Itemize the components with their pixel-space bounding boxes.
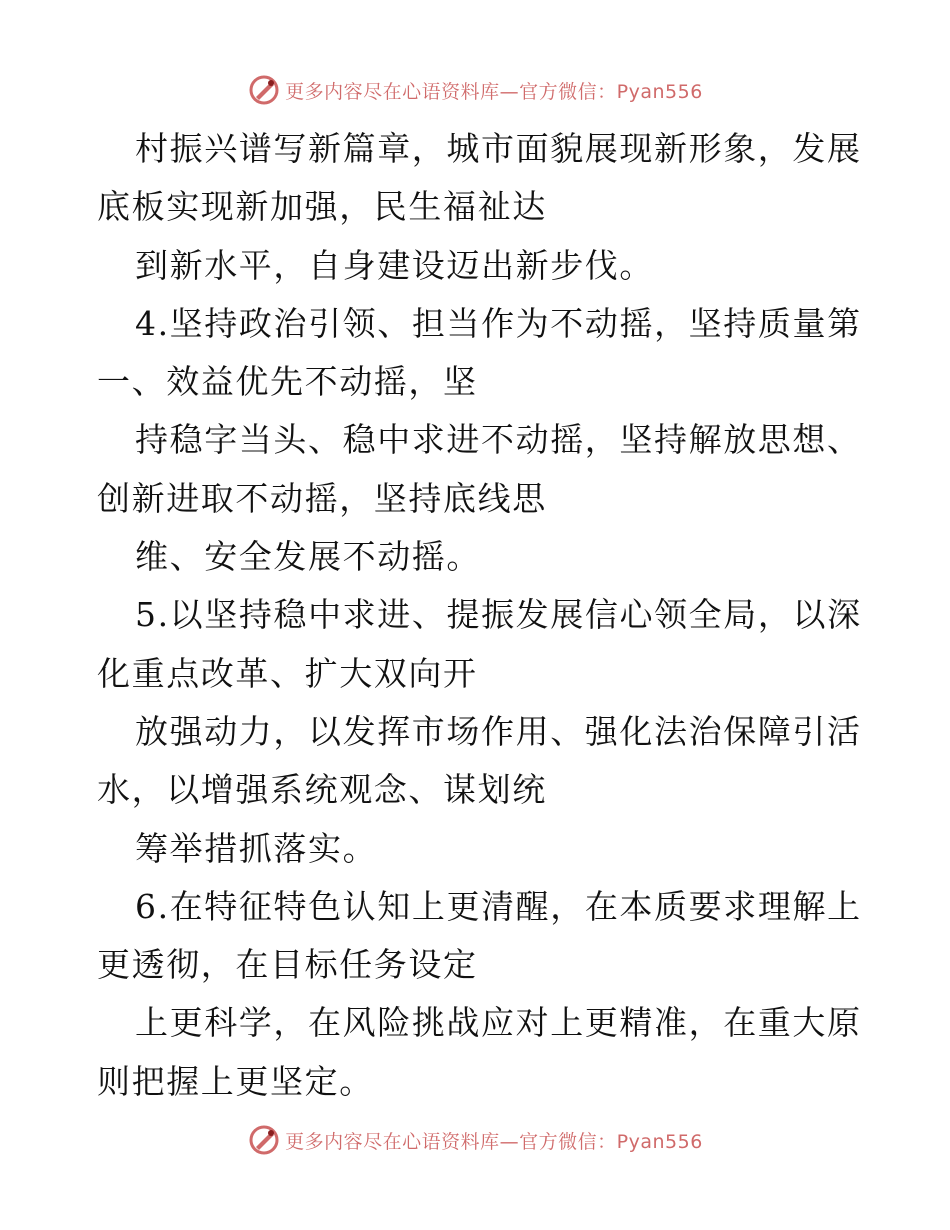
text-line: 则把握上更坚定。	[97, 1061, 374, 1101]
text-line: 放强动力，以发挥市场作用、强化法治保障引活	[135, 711, 862, 751]
header-watermark-banner	[0, 70, 950, 110]
quill-logo-icon	[247, 73, 281, 107]
text-line: 维、安全发展不动摇。	[135, 537, 481, 577]
quill-logo-icon	[247, 1123, 281, 1157]
text-line: 4.坚持政治引领、担当作为不动摇，坚持质量第	[135, 303, 862, 343]
text-line: 一、效益优先不动摇，坚	[97, 362, 478, 402]
text-line: 底板实现新加强，民生福祉达	[97, 187, 547, 227]
text-line: 水，以增强系统观念、谋划统	[97, 770, 547, 810]
text-line: 创新进取不动摇，坚持底线思	[97, 478, 547, 518]
text-line: 化重点改革、扩大双向开	[97, 653, 478, 693]
text-line: 上更科学，在风险挑战应对上更精准，在重大原	[135, 1003, 862, 1043]
footer-watermark-text: 更多内容尽在心语资料库—官方微信：Pyan556	[285, 1130, 703, 1153]
footer-watermark-banner	[0, 1120, 950, 1160]
text-line: 6.在特征特色认知上更清醒，在本质要求理解上	[135, 886, 862, 926]
text-line: 村振兴谱写新篇章，城市面貌展现新形象，发展	[135, 129, 862, 168]
text-line: 5.以坚持稳中求进、提振发展信心领全局，以深	[135, 595, 862, 635]
text-line: 更透彻，在目标任务设定	[97, 945, 478, 985]
header-watermark-text: 更多内容尽在心语资料库—官方微信：Pyan556	[285, 80, 703, 103]
text-line: 筹举措抓落实。	[135, 828, 378, 868]
text-line: 到新水平，自身建设迈出新步伐。	[135, 245, 654, 285]
document-body	[97, 120, 862, 1111]
text-line: 持稳字当头、稳中求进不动摇，坚持解放思想、	[135, 420, 862, 460]
